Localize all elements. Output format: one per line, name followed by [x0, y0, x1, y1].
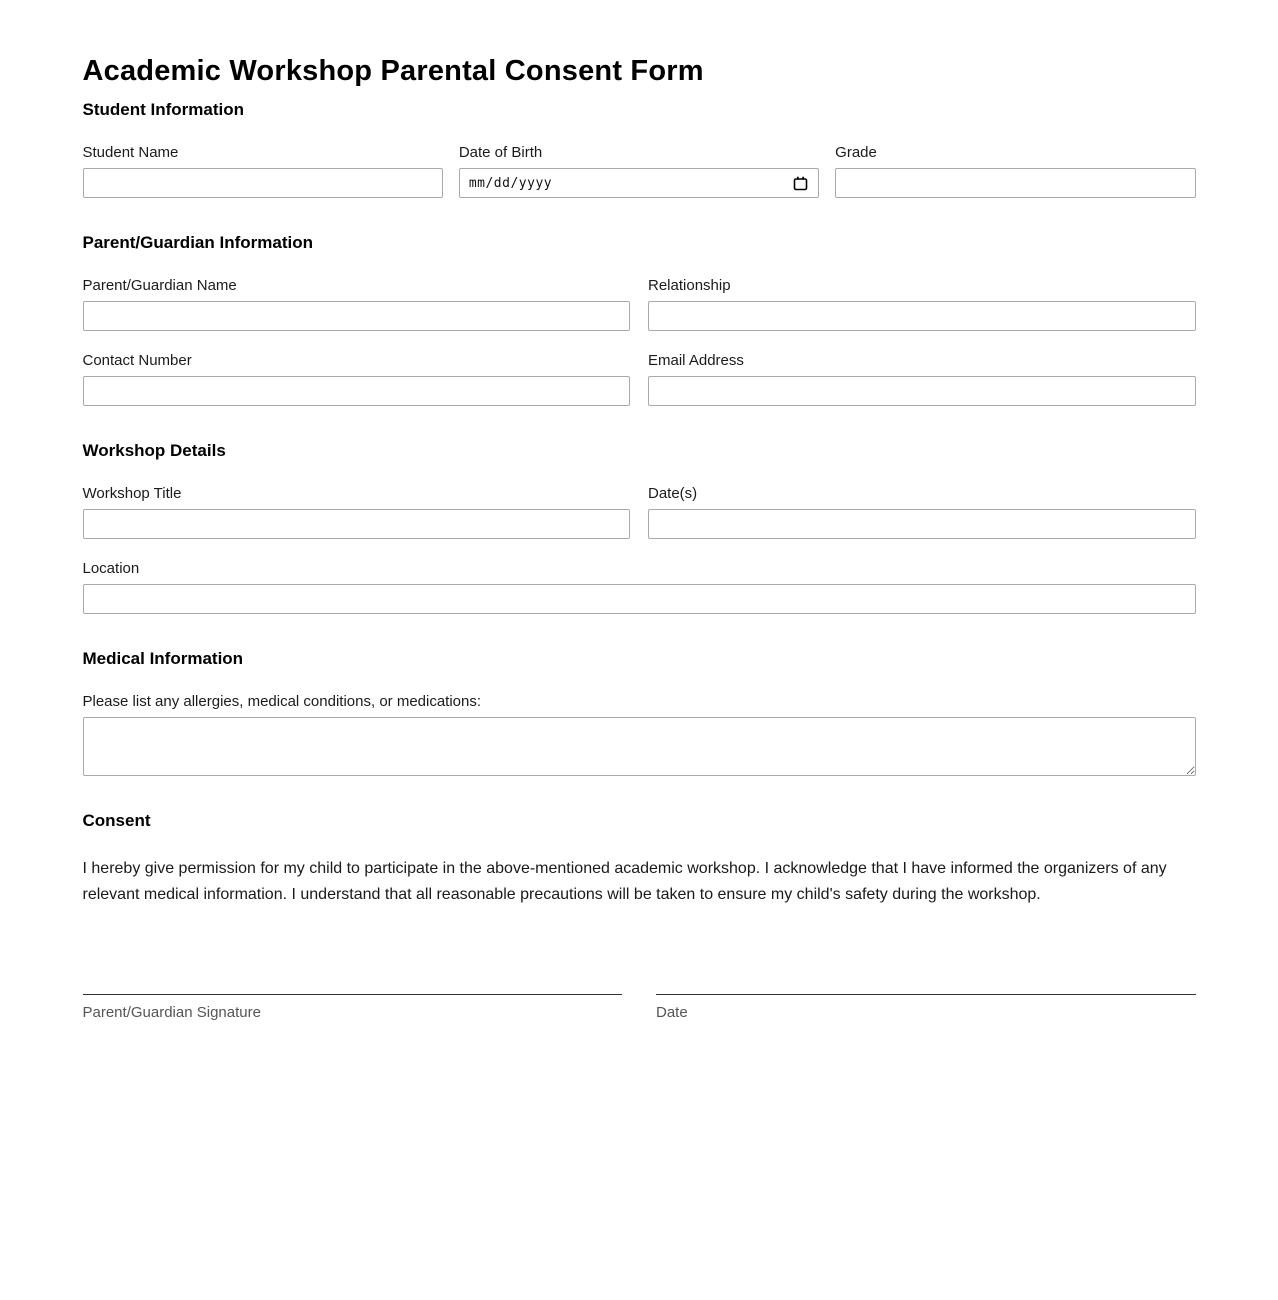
workshop-fields-row-1: [83, 486, 1196, 539]
grade-label: Grade: [835, 144, 877, 161]
date-of-birth-placeholder: mm/dd/yyyy: [468, 175, 553, 191]
page-title: Academic Workshop Parental Consent Form: [82, 55, 704, 87]
parent-fields-row-1: [83, 278, 1196, 331]
contact-number-label: Contact Number: [82, 352, 192, 369]
section-consent: [83, 811, 1196, 908]
consent-statement: I hereby give permission for my child to participate in the above-mentioned academic workshop. I acknowledge that I have informed the organizers of any relevant medical information. I understand that all reasonable precautions will be taken to ensure my child's safety during the workshop.: [82, 860, 1167, 903]
student-section-heading: Student Information: [82, 100, 244, 119]
date-of-birth-input[interactable]: [459, 168, 819, 198]
medical-fields-row: [83, 694, 1196, 776]
email-address-input[interactable]: [648, 376, 1196, 406]
student-name-label: Student Name: [82, 144, 179, 161]
parent-name-input[interactable]: [83, 301, 631, 331]
signature-date-line[interactable]: [656, 994, 1196, 1021]
parent-name-label: Parent/Guardian Name: [82, 277, 237, 294]
email-address-label: Email Address: [648, 352, 744, 369]
workshop-dates-label: Date(s): [648, 485, 698, 502]
date-of-birth-field: [459, 145, 819, 198]
calendar-icon[interactable]: [791, 174, 809, 192]
signature-row: [83, 994, 1196, 1021]
medical-notes-textarea[interactable]: [83, 717, 1196, 776]
student-fields-row: [83, 145, 1196, 198]
section-workshop-details: [83, 441, 1196, 614]
signature-date-label: Date: [656, 1004, 688, 1021]
workshop-title-field: [83, 486, 631, 539]
workshop-section-heading: Workshop Details: [82, 441, 226, 460]
date-of-birth-label: Date of Birth: [458, 144, 543, 161]
location-label: Location: [82, 560, 140, 577]
grade-field: [835, 145, 1195, 198]
email-address-field: [648, 353, 1196, 406]
workshop-dates-field: [648, 486, 1196, 539]
parent-signature-line[interactable]: [83, 994, 623, 1021]
section-parent-guardian-information: [83, 233, 1196, 406]
parent-name-field: [83, 278, 631, 331]
contact-number-input[interactable]: [83, 376, 631, 406]
consent-form-page: [83, 0, 1196, 1141]
parent-section-heading: Parent/Guardian Information: [82, 233, 313, 252]
consent-section-heading: Consent: [82, 811, 151, 830]
parent-fields-row-2: [83, 353, 1196, 406]
section-medical-information: [83, 649, 1196, 776]
contact-number-field: [83, 353, 631, 406]
parent-signature-label: Parent/Guardian Signature: [82, 1004, 261, 1021]
medical-notes-label: Please list any allergies, medical conditions, or medications:: [82, 693, 482, 710]
relationship-label: Relationship: [648, 277, 731, 294]
workshop-dates-input[interactable]: [648, 509, 1196, 539]
medical-section-heading: Medical Information: [82, 649, 244, 668]
student-name-input[interactable]: [83, 168, 443, 198]
location-field: [83, 561, 1196, 614]
workshop-title-label: Workshop Title: [82, 485, 182, 502]
section-student-information: [83, 100, 1196, 198]
grade-input[interactable]: [835, 168, 1195, 198]
relationship-field: [648, 278, 1196, 331]
workshop-title-input[interactable]: [83, 509, 631, 539]
location-input[interactable]: [83, 584, 1196, 614]
medical-notes-field: [83, 694, 1196, 776]
relationship-input[interactable]: [648, 301, 1196, 331]
workshop-fields-row-2: [83, 561, 1196, 614]
student-name-field: [83, 145, 443, 198]
